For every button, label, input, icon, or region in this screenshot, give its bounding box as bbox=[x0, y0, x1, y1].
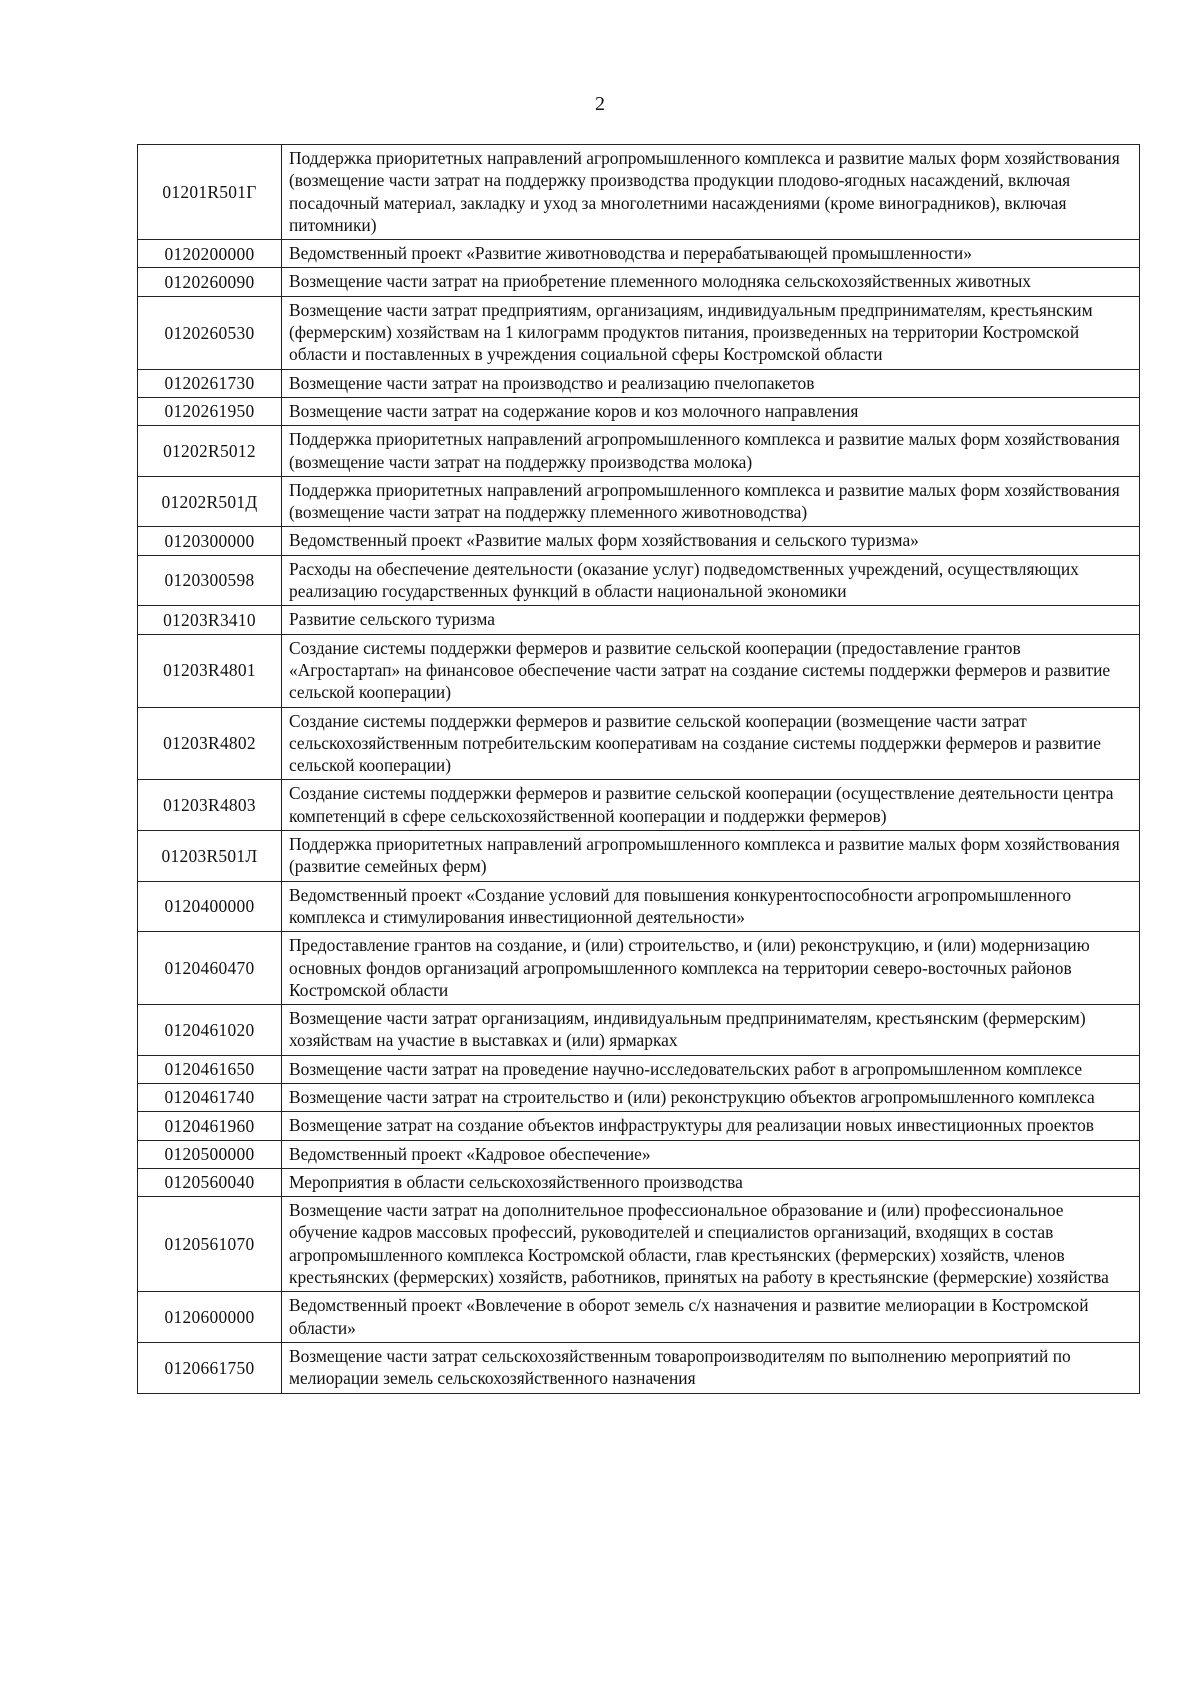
row-code: 01203R3410 bbox=[138, 606, 282, 634]
row-description: Возмещение части затрат на приобретение племенного молодняка сельскохозяйственных животных bbox=[282, 268, 1140, 296]
row-code: 0120561070 bbox=[138, 1197, 282, 1292]
row-description: Возмещение части затрат на строительство и (или) реконструкцию объектов агропромышленного комплекса bbox=[282, 1083, 1140, 1111]
row-description: Возмещение части затрат на проведение научно-исследовательских работ в агропромышленном комплексе bbox=[282, 1055, 1140, 1083]
table-row bbox=[138, 555, 1140, 606]
row-description: Поддержка приоритетных направлений агропромышленного комплекса и развитие малых форм хозяйствования (возмещение части затрат на поддержку производства молока) bbox=[282, 426, 1140, 477]
row-description: Возмещение затрат на создание объектов инфраструктуры для реализации новых инвестиционных проектов bbox=[282, 1112, 1140, 1140]
table-row bbox=[138, 268, 1140, 296]
row-code: 0120261950 bbox=[138, 397, 282, 425]
table-row bbox=[138, 1005, 1140, 1056]
table-row bbox=[138, 881, 1140, 932]
table-row bbox=[138, 1112, 1140, 1140]
table-row bbox=[138, 634, 1140, 707]
row-description: Мероприятия в области сельскохозяйственного производства bbox=[282, 1168, 1140, 1196]
row-code: 01202R501Д bbox=[138, 476, 282, 527]
row-description: Ведомственный проект «Развитие малых форм хозяйствования и сельского туризма» bbox=[282, 527, 1140, 555]
row-description: Расходы на обеспечение деятельности (оказание услуг) подведомственных учреждений, осуществляющих реализацию государственных функций в области национальной экономики bbox=[282, 555, 1140, 606]
row-description: Создание системы поддержки фермеров и развитие сельской кооперации (осуществление деятельности центра компетенций в сфере сельскохозяйственной кооперации и поддержки фермеров) bbox=[282, 780, 1140, 831]
table-row bbox=[138, 476, 1140, 527]
row-description: Ведомственный проект «Создание условий для повышения конкурентоспособности агропромышленного комплекса и стимулирования инвестиционной деятельности» bbox=[282, 881, 1140, 932]
table-row bbox=[138, 1342, 1140, 1393]
table-row bbox=[138, 145, 1140, 240]
row-description: Ведомственный проект «Развитие животноводства и перерабатывающей промышленности» bbox=[282, 240, 1140, 268]
row-description: Поддержка приоритетных направлений агропромышленного комплекса и развитие малых форм хозяйствования (возмещение части затрат на поддержку племенного животноводства) bbox=[282, 476, 1140, 527]
table-row bbox=[138, 397, 1140, 425]
row-code: 0120261730 bbox=[138, 369, 282, 397]
table-row bbox=[138, 1292, 1140, 1343]
table-row bbox=[138, 1083, 1140, 1111]
row-description: Поддержка приоритетных направлений агропромышленного комплекса и развитие малых форм хозяйствования (возмещение части затрат на поддержку производства продукции плодово-ягодных насаждений, включая посадочный материал, закладку и уход за многолетними насаждениями (кроме виноградников), включая питомники) bbox=[282, 145, 1140, 240]
row-code: 0120560040 bbox=[138, 1168, 282, 1196]
budget-code-table bbox=[137, 144, 1140, 1394]
row-description: Ведомственный проект «Кадровое обеспечение» bbox=[282, 1140, 1140, 1168]
row-description: Возмещение части затрат сельскохозяйственным товаропроизводителям по выполнению мероприятий по мелиорации земель сельскохозяйственного назначения bbox=[282, 1342, 1140, 1393]
row-code: 0120461740 bbox=[138, 1083, 282, 1111]
row-code: 0120300598 bbox=[138, 555, 282, 606]
row-code: 0120500000 bbox=[138, 1140, 282, 1168]
row-description: Создание системы поддержки фермеров и развитие сельской кооперации (предоставление грантов «Агростартап» на финансовое обеспечение части затрат на создание системы поддержки фермеров и развитие сельской кооперации) bbox=[282, 634, 1140, 707]
row-code: 0120600000 bbox=[138, 1292, 282, 1343]
row-code: 0120260530 bbox=[138, 296, 282, 369]
row-description: Создание системы поддержки фермеров и развитие сельской кооперации (возмещение части затрат сельскохозяйственным потребительским кооперативам на создание системы поддержки фермеров и развитие сельской кооперации) bbox=[282, 707, 1140, 780]
row-code: 0120400000 bbox=[138, 881, 282, 932]
row-code: 0120461650 bbox=[138, 1055, 282, 1083]
table-row bbox=[138, 426, 1140, 477]
table-row bbox=[138, 707, 1140, 780]
row-code: 01203R4801 bbox=[138, 634, 282, 707]
row-code: 0120460470 bbox=[138, 932, 282, 1005]
table-row bbox=[138, 780, 1140, 831]
table-row bbox=[138, 240, 1140, 268]
row-code: 01203R501Л bbox=[138, 831, 282, 882]
table-row bbox=[138, 1055, 1140, 1083]
row-code: 0120461020 bbox=[138, 1005, 282, 1056]
row-code: 01203R4803 bbox=[138, 780, 282, 831]
row-code: 01203R4802 bbox=[138, 707, 282, 780]
table-row bbox=[138, 527, 1140, 555]
row-description: Возмещение части затрат организациям, индивидуальным предпринимателям, крестьянским (фермерским) хозяйствам на участие в выставках и (или) ярмарках bbox=[282, 1005, 1140, 1056]
table-row bbox=[138, 831, 1140, 882]
table-body bbox=[138, 145, 1140, 1394]
table-row bbox=[138, 296, 1140, 369]
row-code: 01201R501Г bbox=[138, 145, 282, 240]
table-row bbox=[138, 1140, 1140, 1168]
row-code: 0120260090 bbox=[138, 268, 282, 296]
table-row bbox=[138, 1197, 1140, 1292]
row-code: 0120200000 bbox=[138, 240, 282, 268]
row-description: Ведомственный проект «Вовлечение в оборот земель с/х назначения и развитие мелиорации в Костромской области» bbox=[282, 1292, 1140, 1343]
row-description: Возмещение части затрат на содержание коров и коз молочного направления bbox=[282, 397, 1140, 425]
table-row bbox=[138, 369, 1140, 397]
row-description: Возмещение части затрат предприятиям, организациям, индивидуальным предпринимателям, крестьянским (фермерским) хозяйствам на 1 килограмм продуктов питания, произведенных на территории Костромской области и поставленных в учреждения социальной сферы Костромской области bbox=[282, 296, 1140, 369]
page-number: 2 bbox=[595, 93, 605, 115]
table-row bbox=[138, 1168, 1140, 1196]
row-description: Развитие сельского туризма bbox=[282, 606, 1140, 634]
row-description: Возмещение части затрат на дополнительное профессиональное образование и (или) профессиональное обучение кадров массовых профессий, руководителей и специалистов организаций, входящих в состав агропромышленного комплекса Костромской области, глав крестьянских (фермерских) хозяйств, членов крестьянских (фермерских) хозяйств, работников, принятых на работу в крестьянские (фермерские) хозяйства bbox=[282, 1197, 1140, 1292]
table-row bbox=[138, 606, 1140, 634]
table-row bbox=[138, 932, 1140, 1005]
row-description: Возмещение части затрат на производство и реализацию пчелопакетов bbox=[282, 369, 1140, 397]
row-description: Предоставление грантов на создание, и (или) строительство, и (или) реконструкцию, и (или) модернизацию основных фондов организаций агропромышленного комплекса на территории северо-восточных районов Костромской области bbox=[282, 932, 1140, 1005]
row-code: 0120461960 bbox=[138, 1112, 282, 1140]
row-code: 0120300000 bbox=[138, 527, 282, 555]
row-description: Поддержка приоритетных направлений агропромышленного комплекса и развитие малых форм хозяйствования (развитие семейных ферм) bbox=[282, 831, 1140, 882]
row-code: 01202R5012 bbox=[138, 426, 282, 477]
row-code: 0120661750 bbox=[138, 1342, 282, 1393]
